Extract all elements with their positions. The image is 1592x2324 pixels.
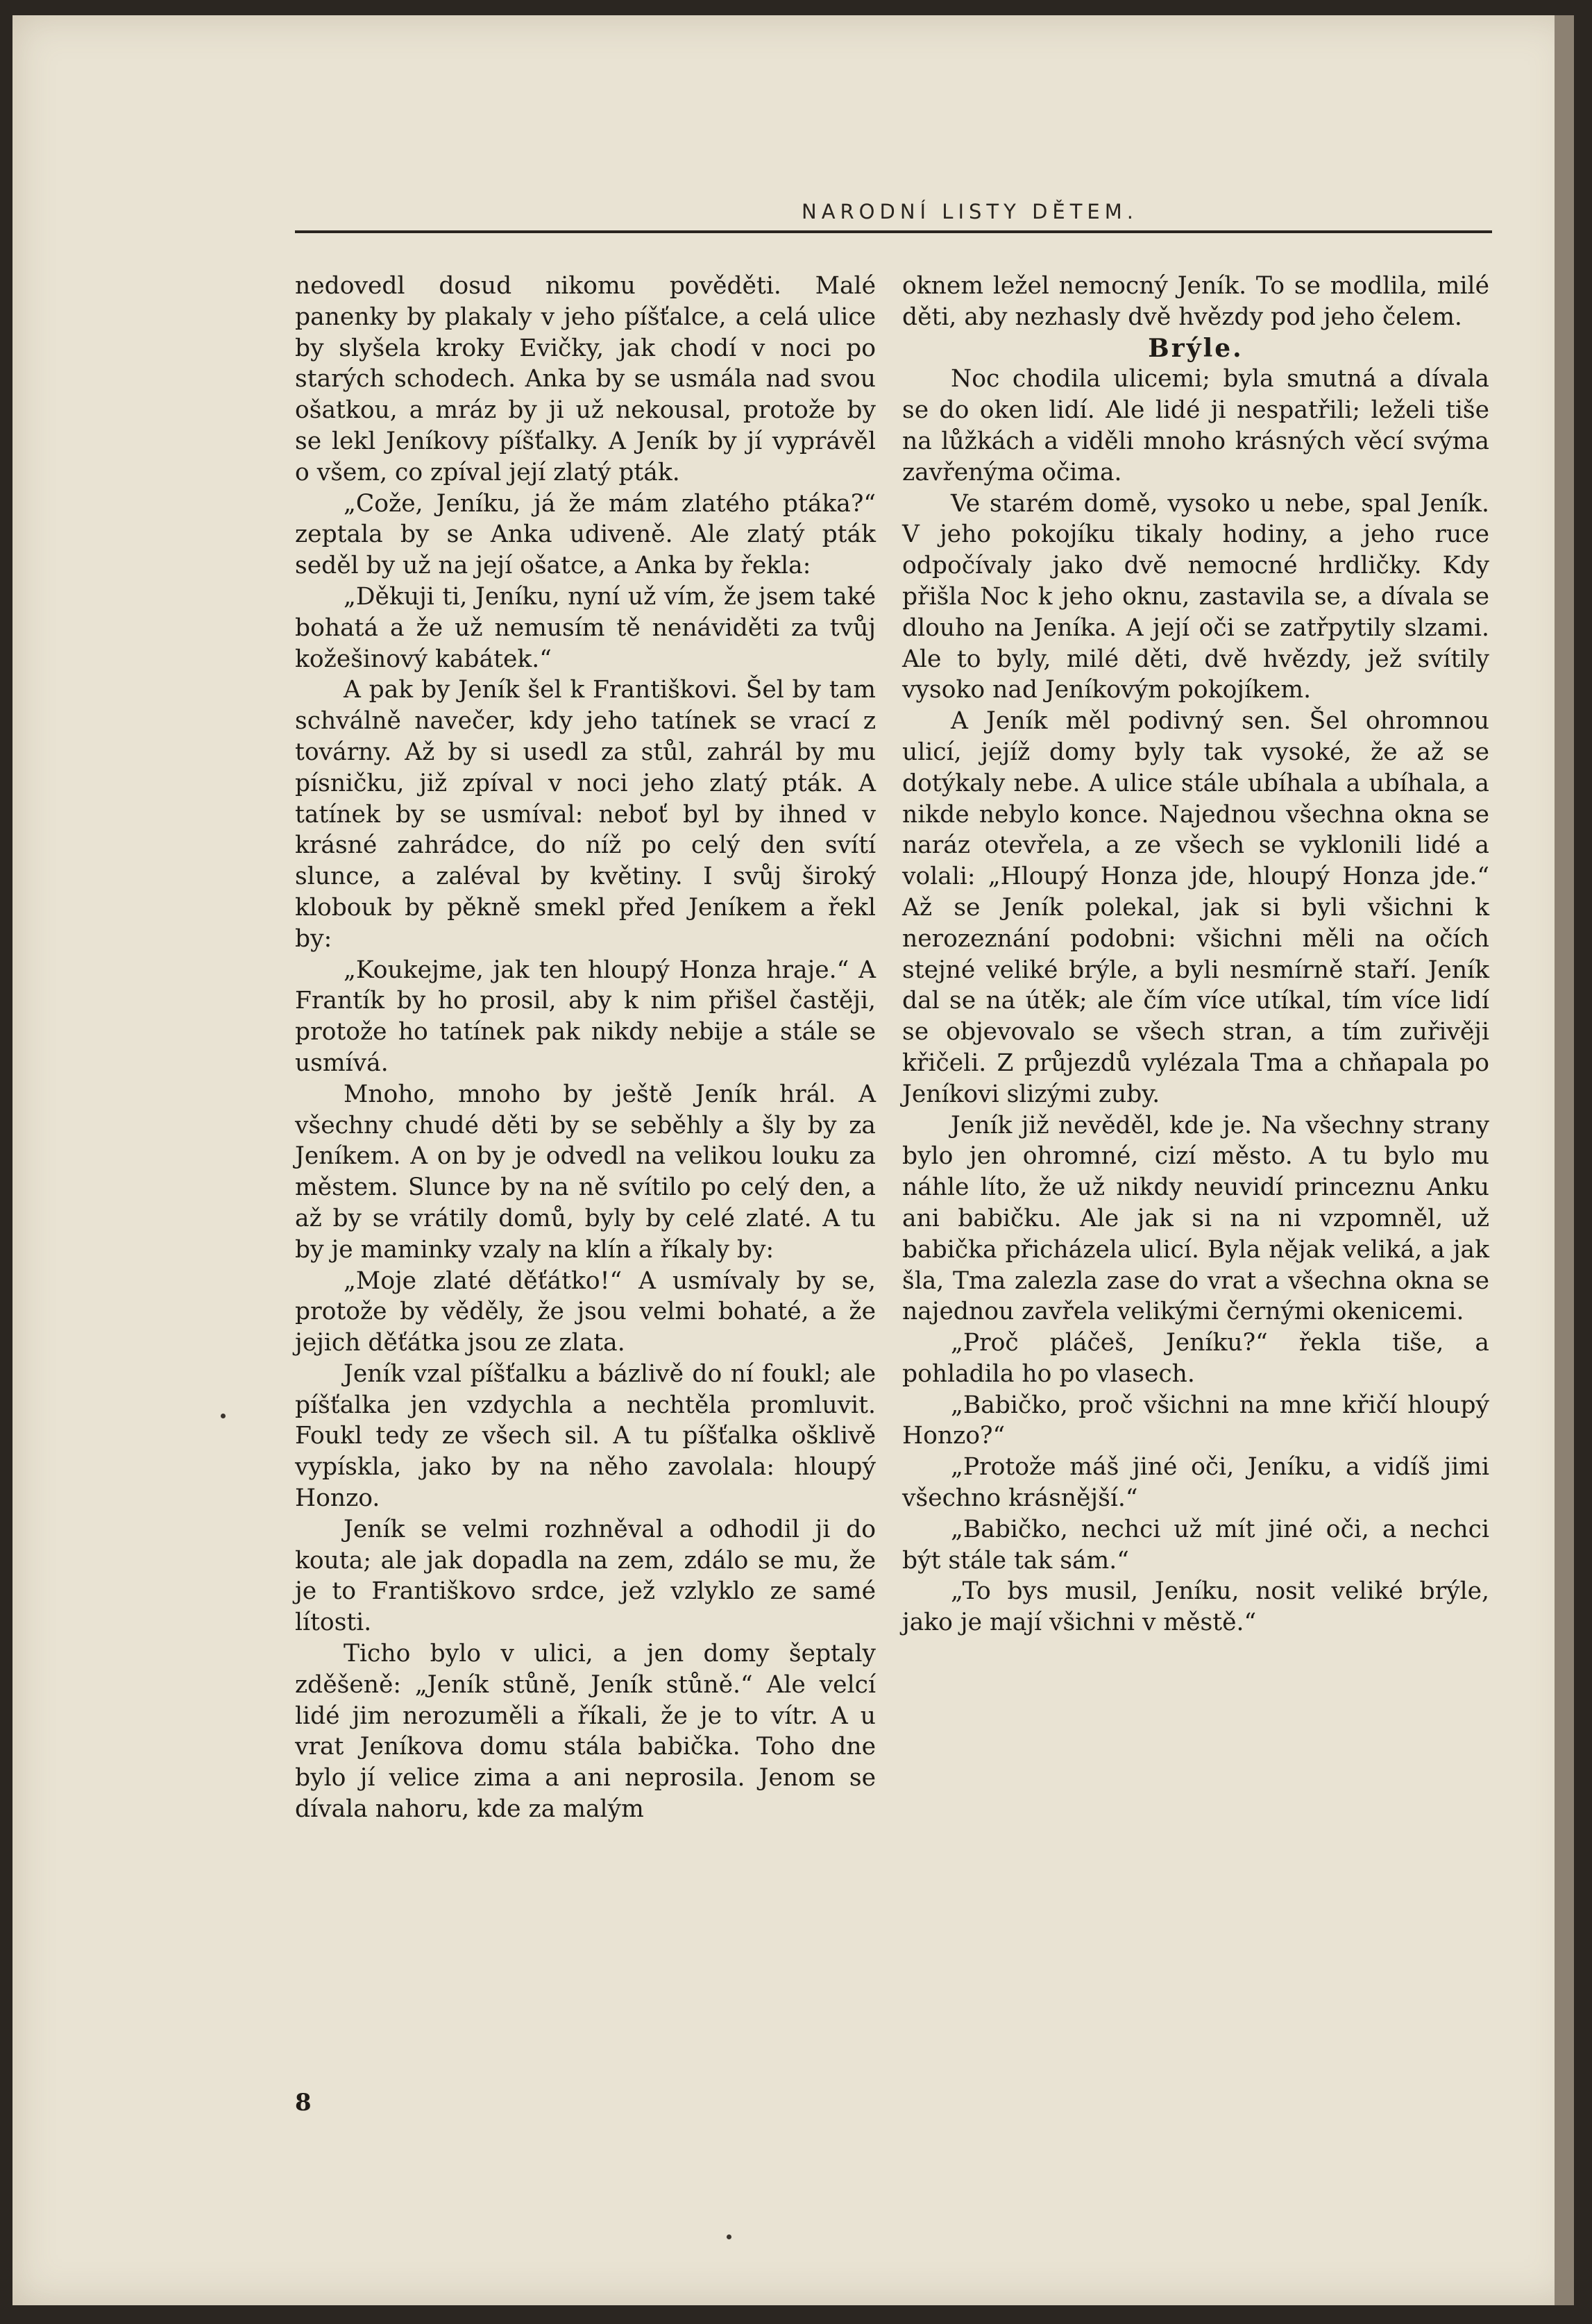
header-rule bbox=[295, 230, 1492, 233]
paragraph: A Jeník měl podivný sen. Šel ohromnou ulicí, jejíž domy byly tak vysoké, že až se dotýkaly nebe. A ulice stále ubíhala a ubíhala, a nikde nebylo konce. Najednou všechna okna se naráz otevřela, a ze všech se vyklonili lidé a volali: „Hloupý Honza jde, hloupý Honza jde.“ Až se Jeník polekal, jak si byli všichni k nerozeznání podobni: všichni měli na očích stejné veliké brýle, a byli nesmírně staří. Jeník dal se na útěk; ale čím více utíkal, tím více lidí se objevovalo se všech stran, a tím zuřivěji křičeli. Z průjezdů vylézala Tma a chňapala po Jeníkovi slizými zuby. bbox=[902, 707, 1489, 1108]
paragraph: „Babičko, nechci už mít jiné oči, a nechci být stále tak sám.“ bbox=[902, 1515, 1489, 1575]
paragraph: „Protože máš jiné oči, Jeníku, a vidíš jimi všechno krásnější.“ bbox=[902, 1453, 1489, 1513]
paragraph: „Děkuji ti, Jeníku, nyní už vím, že jsem také bohatá a že už nemusím tě nenáviděti za tvůj kožešinový kabátek.“ bbox=[295, 582, 876, 673]
right-column bbox=[902, 271, 1489, 1638]
page-edge bbox=[1555, 15, 1574, 2305]
running-header bbox=[295, 200, 1492, 239]
paragraph: Ticho bylo v ulici, a jen domy šeptaly zděšeně: „Jeník stůně, Jeník stůně.“ Ale velcí lidé jim nerozuměli a říkali, že je to vítr. A u vrat Jeníkova domu stála babička. Toho dne bylo jí velice zima a ani neprosila. Jenom se dívala nahoru, kde za malým bbox=[295, 1640, 876, 1824]
paragraph: Jeník vzal píšťalku a bázlivě do ní foukl; ale píšťalka jen vzdychla a nechtěla promluvit. Foukl tedy ze všech sil. A tu píšťalka ošklivě vypískla, jako by na něho zavolala: hloupý Honzo. bbox=[295, 1359, 876, 1513]
left-column bbox=[295, 271, 876, 1825]
section-title: Brýle. bbox=[1148, 333, 1244, 363]
paragraph: Ve starém domě, vysoko u nebe, spal Jeník. V jeho pokojíku tikaly hodiny, a jeho ruce odpočívaly jako dvě nemocné hrdličky. Kdy přišla Noc k jeho oknu, zastavila se, a dívala se dlouho na Jeníka. A její oči se zatřpytily slzami. Ale to byly, milé děti, dvě hvězdy, jež svítily vysoko nad Jeníkovým pokojíkem. bbox=[902, 489, 1489, 704]
ink-speck bbox=[221, 1414, 226, 1418]
paragraph: A pak by Jeník šel k Františkovi. Šel by tam schválně navečer, kdy jeho tatínek se vrací z továrny. Až by si usedl za stůl, zahrál by mu písničku, již zpíval v noci jeho zlatý pták. A tatínek by se usmíval: neboť byl by ihned v krásné zahrádce, do níž po celý den svítí slunce, a zaléval by květiny. I svůj široký klobouk by pěkně smekl před Jeníkem a řekl by: bbox=[295, 676, 876, 953]
page-number: 8 bbox=[295, 2089, 312, 2117]
paragraph: Mnoho, mnoho by ještě Jeník hrál. A všechny chudé děti by se seběhly a šly by za Jeníkem. A on by je odvedl na velikou louku za městem. Slunce by na ně svítilo po celý den, a až by se vrátily domů, byly by celé zlaté. A tu by je maminky vzaly na klín a říkaly by: bbox=[295, 1080, 876, 1264]
paragraph: Jeník již nevěděl, kde je. Na všechny strany bylo jen ohromné, cizí město. A tu bylo mu náhle líto, že už nikdy neuvidí princeznu Anku ani babičku. Ale jak si na ni vzpomněl, už babička přicházela ulicí. Byla nějak veliká, a jak šla, Tma zalezla zase do vrat a všechna okna se najednou zavřela velikými černými okenicemi. bbox=[902, 1111, 1489, 1326]
paragraph: Jeník se velmi rozhněval a odhodil ji do kouta; ale jak dopadla na zem, zdálo se mu, že je to Františkovo srdce, jež vzlyklo ze samé lítosti. bbox=[295, 1515, 876, 1637]
paragraph: „To bys musil, Jeníku, nosit veliké brýle, jako je mají všichni v městě.“ bbox=[902, 1577, 1489, 1637]
paragraph: „Proč pláčeš, Jeníku?“ řekla tiše, a pohladila ho po vlasech. bbox=[902, 1329, 1489, 1388]
paragraph: oknem ležel nemocný Jeník. To se modlila, milé děti, aby nezhasly dvě hvězdy pod jeho čelem. bbox=[902, 272, 1489, 331]
header-title: NARODNÍ LISTY DĚTEM. bbox=[802, 200, 1138, 223]
paragraph: „Cože, Jeníku, já že mám zlatého ptáka?“ zeptala by se Anka udiveně. Ale zlatý pták seděl by už na její ošatce, a Anka by řekla: bbox=[295, 489, 876, 580]
ink-speck bbox=[727, 2234, 731, 2239]
paragraph: nedovedl dosud nikomu pověděti. Malé panenky by plakaly v jeho píšťalce, a celá ulice by slyšela kroky Evičky, jak chodí v noci po starých schodech. Anka by se usmála nad svou ošatkou, a mráz by ji už nekousal, protože by se lekl Jeníkovy píšťalky. A Jeník by jí vyprávěl o všem, co zpíval její zlatý pták. bbox=[295, 272, 876, 486]
paragraph: „Moje zlaté děťátko!“ A usmívaly by se, protože by věděly, že jsou velmi bohaté, a že jejich děťátka jsou ze zlata. bbox=[295, 1266, 876, 1357]
paragraph: „Babičko, proč všichni na mne křičí hloupý Honzo?“ bbox=[902, 1391, 1489, 1450]
paragraph: Noc chodila ulicemi; byla smutná a dívala se do oken lidí. Ale lidé ji nespatřili; leželi tiše na lůžkách a viděli mnoho krásných věcí svýma zavřenýma očima. bbox=[902, 365, 1489, 486]
paragraph: „Koukejme, jak ten hloupý Honza hraje.“ A Frantík by ho prosil, aby k nim přišel častěji, protože ho tatínek pak nikdy nebije a stále se usmívá. bbox=[295, 956, 876, 1077]
